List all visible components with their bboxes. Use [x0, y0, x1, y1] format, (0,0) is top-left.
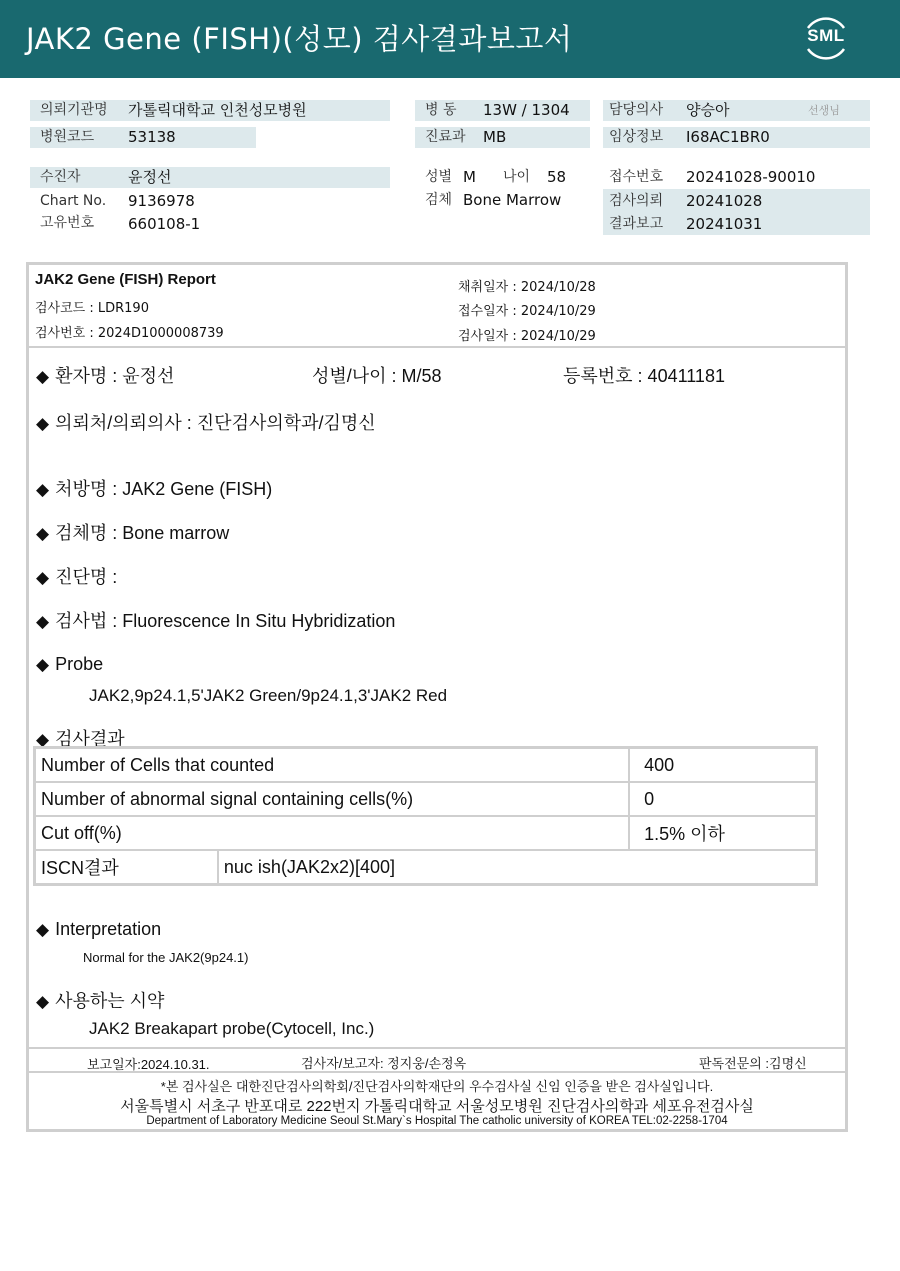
receipt-label: 접수번호	[609, 169, 664, 185]
lab-address: 서울특별시 서초구 반포대로 222번지 가톨릭대학교 서울성모병원 진단검사의학과 세포유전검사실	[120, 1098, 754, 1115]
result-label: Cut off(%)	[35, 816, 630, 850]
iscn-label: ISCN결과	[35, 850, 218, 885]
doctor-value: 양승아	[686, 101, 730, 119]
result-value: 0	[629, 782, 816, 816]
diamond-bullet-icon: ◆	[36, 655, 50, 674]
diamond-bullet-icon: ◆	[36, 524, 50, 543]
diamond-bullet-icon: ◆	[36, 568, 50, 587]
ward-value: 13W / 1304	[483, 101, 570, 119]
page-title: JAK2 Gene (FISH)(성모) 검사결과보고서	[26, 22, 573, 56]
sex-value: M	[463, 168, 476, 186]
interp-line	[36, 919, 161, 940]
iscn-value: nuc ish(JAK2x2)[400]	[218, 850, 817, 885]
receipt-value: 20241028-90010	[686, 168, 816, 186]
patient-name: 환자명 : 윤정선	[55, 366, 175, 386]
logo-text: SML	[807, 26, 845, 45]
specimen-value: Bone Marrow	[463, 191, 562, 209]
result-value: 1.5% 이하	[629, 816, 816, 850]
dept-value: MB	[483, 128, 507, 146]
reagent-text: JAK2 Breakapart probe(Cytocell, Inc.)	[89, 1019, 375, 1038]
referral-text: 의뢰처/의뢰의사 : 진단검사의학과/김명신	[55, 413, 376, 433]
diamond-bullet-icon: ◆	[36, 367, 50, 386]
report-date: 보고일자:2024.10.31.	[87, 1057, 210, 1072]
prescription-line	[36, 475, 272, 501]
report-label: 결과보고	[609, 216, 664, 232]
unique-label: 고유번호	[40, 215, 95, 231]
method-text: 검사법 : Fluorescence In Situ Hybridization	[55, 611, 396, 631]
receive-date: 접수일자 : 2024/10/29	[458, 304, 596, 319]
table-row	[35, 816, 817, 850]
patient-value: 윤정선	[128, 168, 172, 186]
diagnosis-line	[36, 563, 117, 589]
table-row	[35, 748, 817, 783]
institution-label: 의뢰기관명	[40, 102, 108, 118]
report-title: JAK2 Gene (FISH) Report	[35, 271, 216, 288]
info-bar	[30, 167, 390, 188]
probe-line	[36, 654, 103, 675]
doctor-label: 담당의사	[609, 102, 664, 118]
divider	[29, 1047, 845, 1049]
interp-text: Normal for the JAK2(9p24.1)	[83, 950, 249, 965]
collect-date: 채취일자 : 2024/10/28	[458, 280, 596, 295]
specialist: 판독전문의 :김명신	[699, 1056, 807, 1071]
result-label: Number of Cells that counted	[35, 748, 630, 783]
result-value: 400	[629, 748, 816, 783]
request-value: 20241028	[686, 192, 763, 210]
hospital-code-value: 53138	[128, 128, 176, 146]
test-code: 검사코드 : LDR190	[35, 301, 149, 316]
report-box	[26, 262, 848, 1132]
specimen-text: 검체명 : Bone marrow	[55, 523, 230, 543]
probe-desc: JAK2,9p24.1,5'JAK2 Green/9p24.1,3'JAK2 Red	[89, 686, 448, 705]
sml-logo	[800, 12, 852, 64]
specimen-label: 검체	[425, 192, 453, 208]
interp-title: Interpretation	[55, 919, 162, 939]
specimen-line	[36, 519, 229, 545]
table-row	[35, 782, 817, 816]
tester: 검사자/보고자: 정지웅/손정옥	[301, 1056, 467, 1071]
diamond-bullet-icon: ◆	[36, 612, 50, 631]
chart-label: Chart No.	[40, 193, 107, 209]
probe-title: Probe	[55, 654, 104, 674]
chart-value: 9136978	[128, 192, 195, 210]
request-label: 검사의뢰	[609, 193, 664, 209]
divider	[29, 346, 845, 348]
hospital-code-label: 병원코드	[40, 129, 95, 145]
reagent-title: 사용하는 시약	[55, 991, 165, 1011]
age-label: 나이	[503, 169, 531, 185]
doctor-suffix: 선생님	[808, 104, 840, 117]
referral-line	[36, 409, 376, 435]
patient-line	[36, 362, 174, 388]
cert-notice: *본 검사실은 대한진단검사의학회/진단검사의학재단의 우수검사실 신임 인증을 받은 검사실입니다.	[160, 1079, 714, 1094]
report-value: 20241031	[686, 215, 763, 233]
test-date: 검사일자 : 2024/10/29	[458, 329, 596, 344]
reagent-line	[36, 987, 164, 1013]
report-header	[0, 0, 900, 78]
diagnosis-text: 진단명 :	[55, 567, 118, 587]
institution-value: 가톨릭대학교 인천성모병원	[128, 101, 307, 119]
unique-value: 660108-1	[128, 215, 201, 233]
diamond-bullet-icon: ◆	[36, 414, 50, 433]
sex-label: 성별	[425, 169, 453, 185]
reg-no: 등록번호 : 40411181	[563, 366, 725, 386]
result-table	[33, 746, 818, 886]
method-line	[36, 607, 395, 633]
patient-label: 수진자	[40, 169, 81, 185]
ward-label: 병 동	[425, 102, 457, 118]
diamond-bullet-icon: ◆	[36, 480, 50, 499]
sex-age: 성별/나이 : M/58	[312, 366, 442, 386]
dept-label: 진료과	[425, 129, 466, 145]
table-row	[35, 850, 817, 885]
age-value: 58	[547, 168, 567, 186]
test-number: 검사번호 : 2024D1000008739	[35, 326, 224, 341]
clinical-value: I68AC1BR0	[686, 128, 770, 146]
diamond-bullet-icon: ◆	[36, 730, 50, 749]
lab-department-en: Department of Laboratory Medicine Seoul St.Mary`s Hospital The catholic university of KOREA TEL:02-2258-1704	[146, 1115, 728, 1127]
prescription-text: 처방명 : JAK2 Gene (FISH)	[55, 479, 273, 499]
clinical-label: 임상정보	[609, 129, 664, 145]
diamond-bullet-icon: ◆	[36, 920, 50, 939]
result-title: 검사결과	[55, 729, 125, 749]
diamond-bullet-icon: ◆	[36, 992, 50, 1011]
result-label: Number of abnormal signal containing cells(%)	[35, 782, 630, 816]
divider	[29, 1071, 845, 1073]
